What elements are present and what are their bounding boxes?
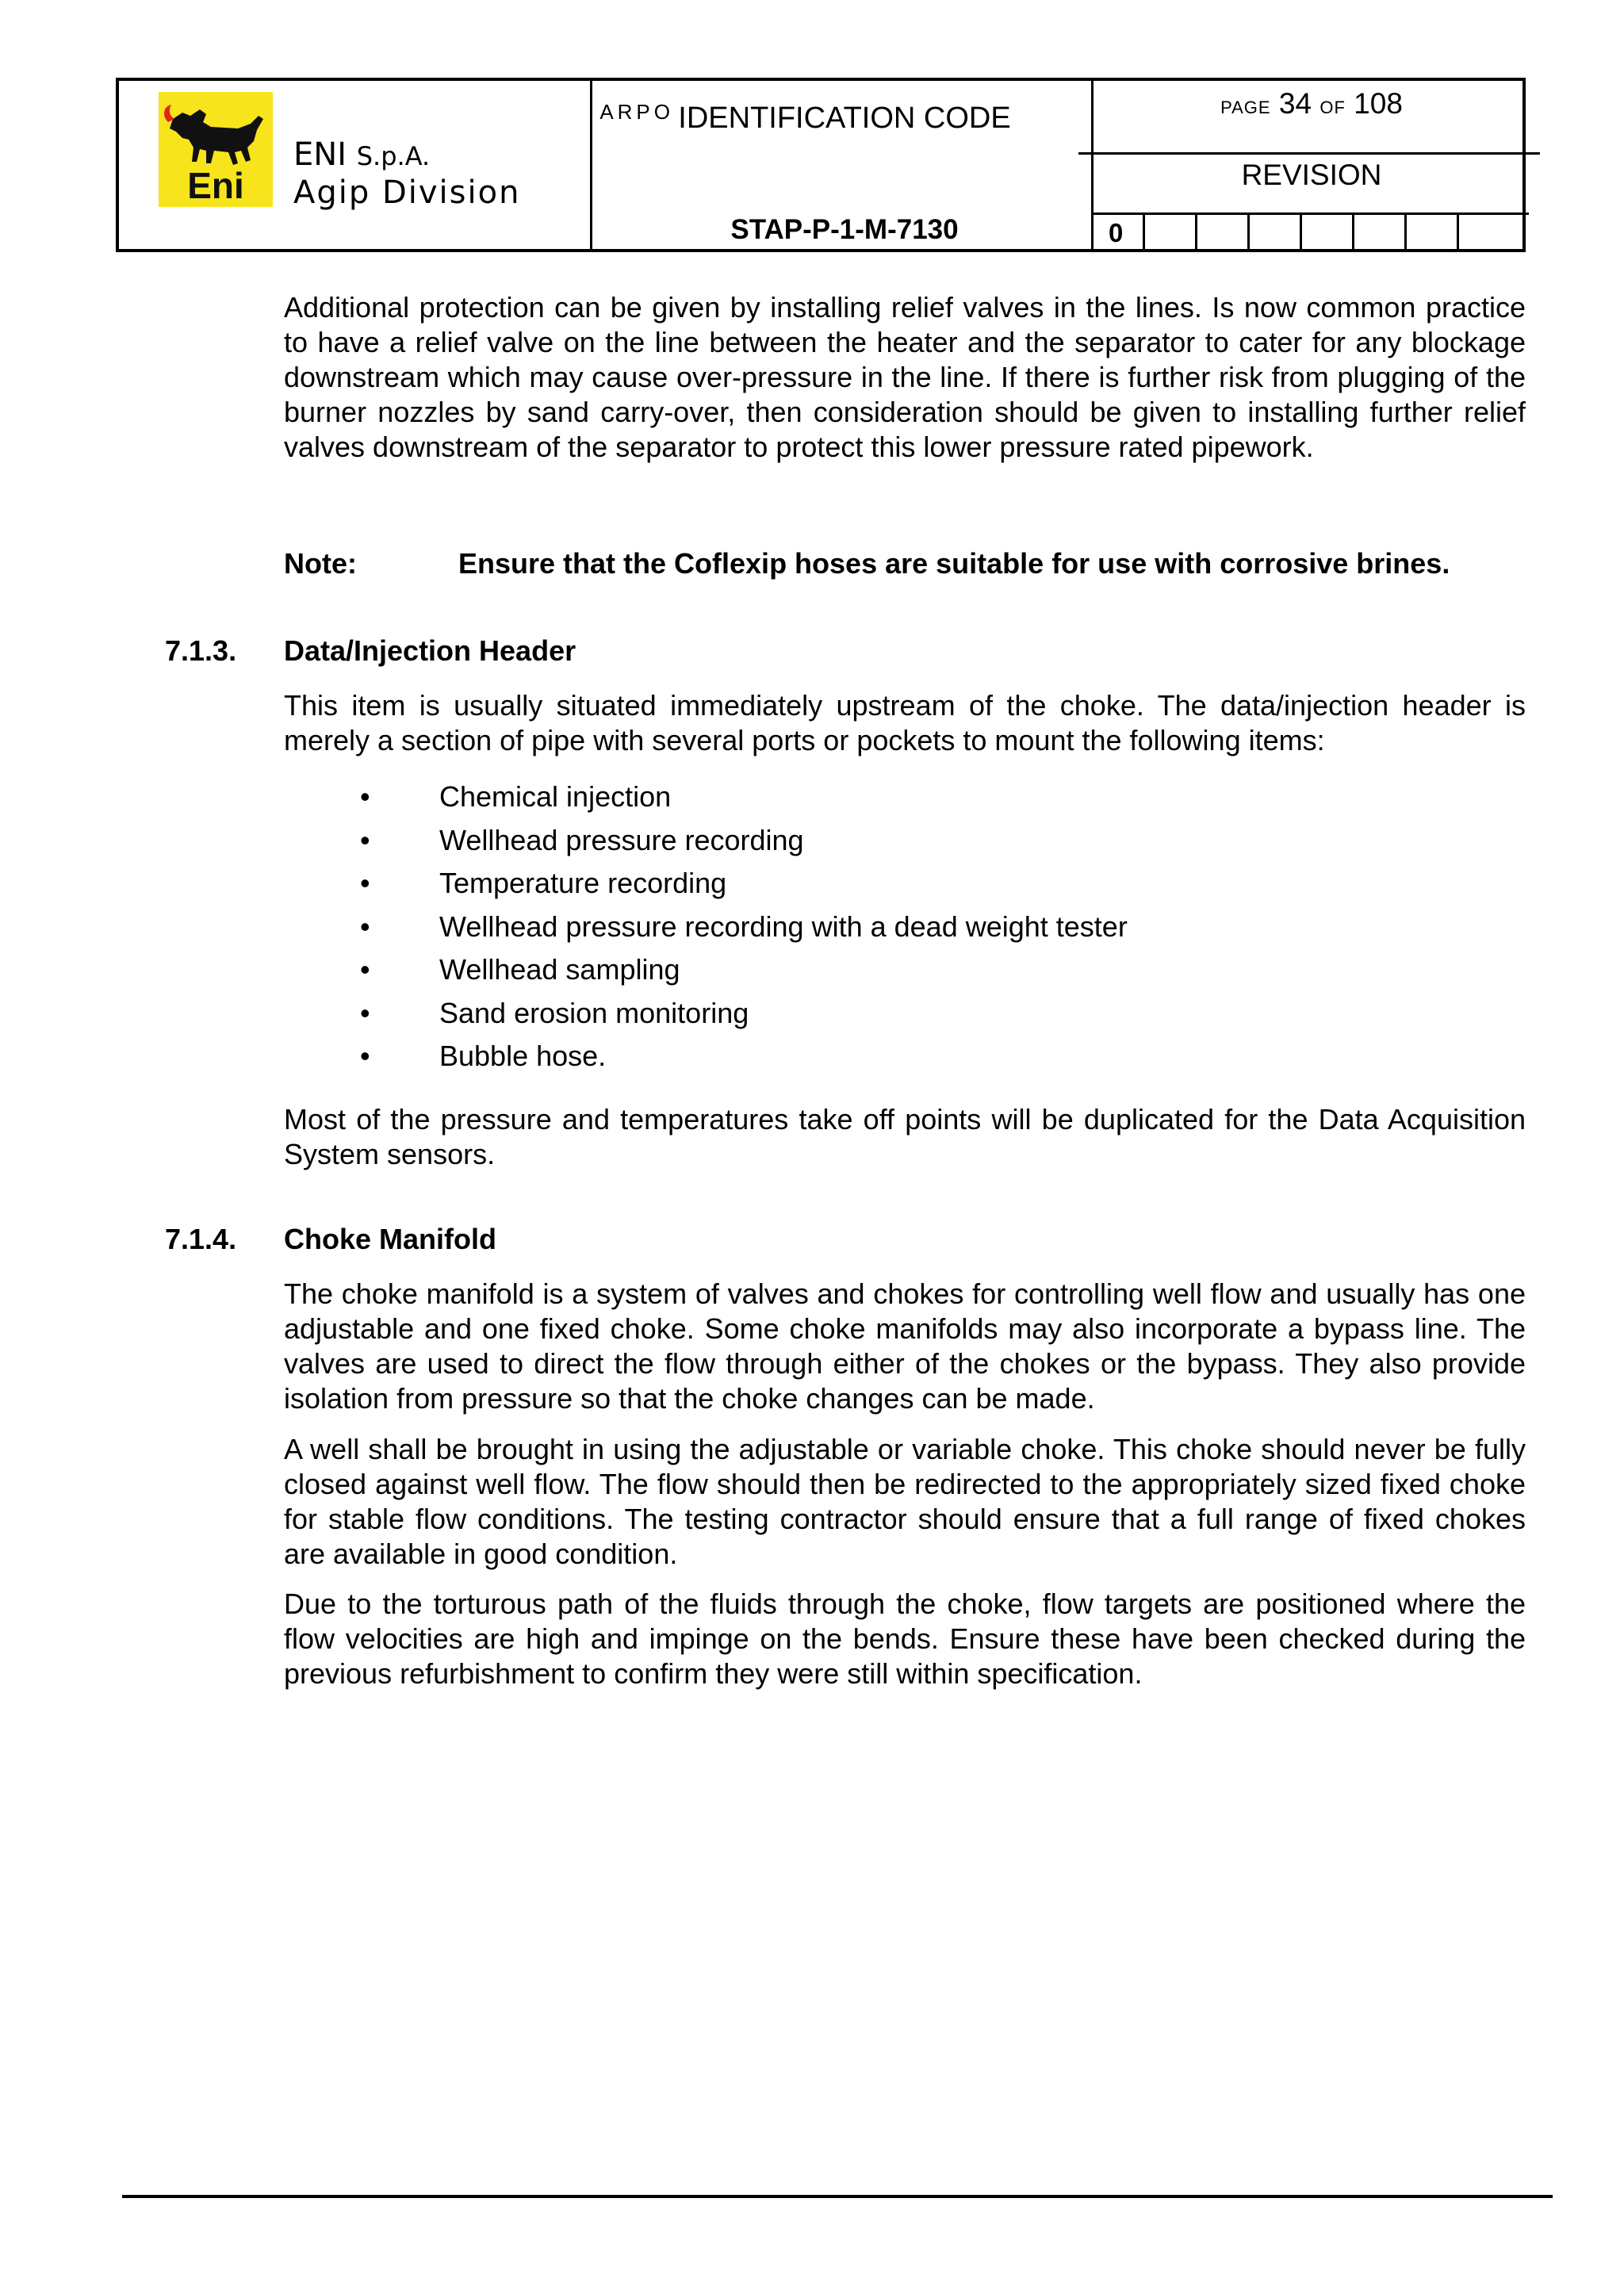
section-paragraph: This item is usually situated immediately upstream of the choke. The data/injection header is merely a section of pipe with several ports or pockets to mount the following items: [284,689,1526,756]
section-number: 7.1.3. [165,634,237,667]
revision-cell [1354,213,1407,252]
division-name: Agip Division [293,174,521,211]
document-header [116,78,1526,252]
identification-code-value: STAP-P-1-M-7130 [730,214,959,245]
revision-cell [1197,213,1250,252]
revision-label: REVISION [1241,159,1382,191]
list-item [358,819,1128,863]
list-item-text: Wellhead pressure recording [439,823,804,856]
intro-paragraph: Additional protection can be given by installing relief valves in the lines. Is now common practice to have a relief valve on the line between the heater and the separator to cater for any blockage downstream which may cause over-pressure in the line. If there is further risk from plugging of the burner nozzles by sand carry-over, then consideration should be given to installing further relief valves downstream of the separator to protect this lower pressure rated pipework. [284,291,1526,463]
svg-text:Eni: Eni [187,165,244,206]
list-item-text: Sand erosion monitoring [439,996,749,1029]
eni-logo [159,92,273,207]
list-item [358,776,1128,819]
list-item-text: Bubble hose. [439,1040,607,1072]
bullet-icon: • [360,996,370,1029]
note-text: Ensure that the Coflexip hoses are suitable for use with corrosive brines. [458,547,1450,580]
section-title: Choke Manifold [284,1223,496,1255]
header-rule [1078,152,1540,155]
list-item-text: Temperature recording [439,867,727,899]
item-list [358,776,1128,1078]
list-item-text: Chemical injection [439,780,672,813]
bullet-icon: • [360,1040,370,1072]
revision-cells [1093,213,1515,252]
page-indicator [1094,87,1529,121]
arpo-label: ARPO [599,100,674,124]
section-closing-paragraph: Most of the pressure and temperatures take off points will be duplicated for the Data Acquisition System sensors. [284,1103,1526,1170]
list-item [358,1035,1128,1078]
page-number: 34 [1278,87,1312,120]
section-paragraph: A well shall be brought in using the adjustable or variable choke. This choke should never be fully closed against well flow. The flow should then be redirected to the appropriately sized fixed choke for stable flow conditions. The testing contractor should ensure that a full range of fixed chokes are available in good condition. [284,1433,1526,1570]
list-item-text: Wellhead pressure recording with a dead weight tester [439,910,1128,943]
bullet-icon: • [360,823,370,856]
revision-cell [1459,213,1515,252]
company-name [293,136,430,173]
list-item [358,948,1128,992]
identification-code-label: IDENTIFICATION CODE [678,101,1011,135]
bullet-icon: • [360,867,370,899]
section-title: Data/Injection Header [284,634,576,667]
revision-cell: 0 [1093,213,1145,252]
list-item [358,862,1128,906]
list-item [358,992,1128,1036]
note-label: Note: [284,547,357,580]
bullet-icon: • [360,953,370,986]
section-number: 7.1.4. [165,1223,237,1255]
section-paragraph: The choke manifold is a system of valves and chokes for controlling well flow and usually has one adjustable and one fixed choke. Some choke manifolds may also incorporate a bypass line. The valves are used to direct the flow through either of the chokes or the bypass. They also provide isolation from pressure so that the choke changes can be made. [284,1277,1526,1415]
of-label: OF [1320,98,1346,117]
bullet-icon: • [360,910,370,943]
list-item-text: Wellhead sampling [439,953,680,986]
page-total: 108 [1354,87,1403,120]
footer-rule [122,2195,1553,2198]
company-name-text: ENI [293,136,347,173]
section-paragraph: Due to the torturous path of the fluids through the choke, flow targets are positioned where the flow velocities are high and impinge on the bends. Ensure these have been checked during the previous refurbishment to confirm they were still within specification. [284,1587,1526,1690]
dog-icon [159,92,273,207]
page-label: PAGE [1220,98,1271,117]
revision-cell [1250,213,1302,252]
revision-cell [1302,213,1354,252]
company-suffix: S.p.A. [356,141,431,171]
list-item [358,906,1128,949]
bullet-icon: • [360,780,370,813]
revision-cell [1145,213,1197,252]
revision-cell [1407,213,1459,252]
